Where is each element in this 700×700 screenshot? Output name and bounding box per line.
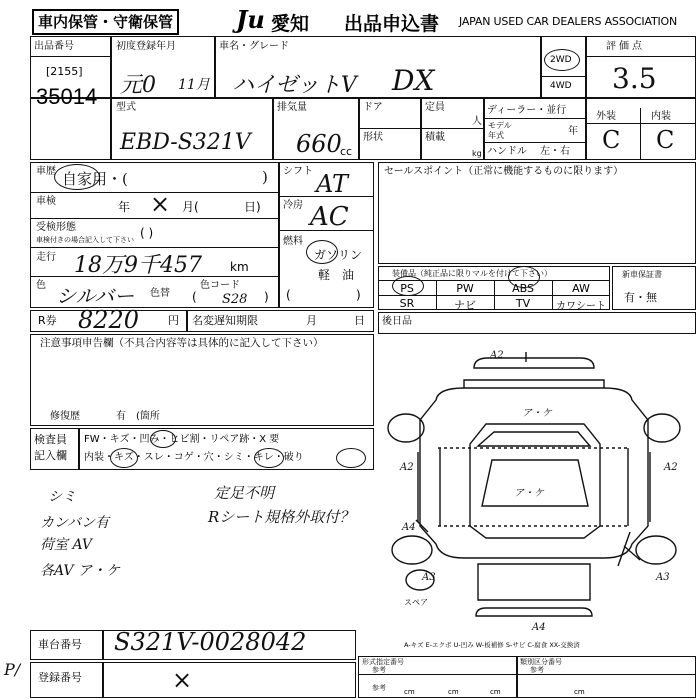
interior-circle-3 bbox=[336, 448, 366, 468]
association-name: JAPAN USED CAR DEALERS ASSOCIATION bbox=[459, 15, 677, 28]
dim-unit-3: cm bbox=[490, 688, 501, 696]
registration-year: 元0 bbox=[120, 73, 156, 98]
class-label: 類別区分番号 bbox=[520, 658, 562, 666]
name-change-day: 日 bbox=[354, 314, 365, 327]
note-cargo: 荷室 AV bbox=[40, 537, 92, 553]
shape-label: 形状 bbox=[363, 132, 383, 143]
equip-leather-seat: カワシート bbox=[556, 301, 606, 312]
fuel-close: ) bbox=[356, 288, 361, 302]
ju-logo: Ju bbox=[236, 5, 265, 34]
door-label: ドア bbox=[363, 102, 383, 113]
exterior-grade: C bbox=[602, 126, 621, 154]
exterior-check-line: FW・キズ・凹み・ヒビ割・リペア跡・X 要 bbox=[84, 434, 280, 445]
fuel-gasoline: ガソリン bbox=[314, 248, 363, 262]
model-year-label: モデル bbox=[488, 121, 512, 130]
handle-options: 左・右 bbox=[540, 146, 570, 157]
equip-navi: ナビ bbox=[454, 299, 476, 312]
first-registration-label: 初度登録年月 bbox=[116, 41, 176, 52]
corner-mark: P/ bbox=[4, 660, 21, 679]
history-circle bbox=[54, 164, 100, 190]
mileage-unit: km bbox=[230, 260, 249, 274]
spare-label: スペア bbox=[404, 598, 428, 607]
warranty-label: 新車保証書 bbox=[622, 270, 662, 279]
interior-check-line: 内装・キズ・スレ・コゲ・穴・シミ・キレ・破り bbox=[84, 452, 304, 463]
exterior-circle bbox=[150, 430, 176, 448]
model-code-label: 型式 bbox=[116, 102, 136, 113]
name-change-month: 月 bbox=[306, 314, 317, 327]
recycle-label: R券 bbox=[38, 314, 57, 327]
dealer-label: ディーラー・並行 bbox=[487, 105, 567, 116]
capacity-label: 定員 bbox=[425, 102, 445, 113]
dim-unit-1: cm bbox=[404, 688, 415, 696]
shift-value: AT bbox=[316, 170, 349, 198]
shift-label: シフト bbox=[283, 166, 313, 177]
type-approval-ref: 参考 bbox=[372, 666, 386, 674]
displacement-unit: cc bbox=[340, 145, 353, 158]
mark-a2-top: A2 bbox=[490, 350, 504, 361]
fuel-circle bbox=[306, 240, 338, 264]
color-change-label: 色替 bbox=[150, 288, 170, 299]
recycle-value: 8220 bbox=[78, 306, 140, 334]
score-value: 3.5 bbox=[612, 62, 657, 95]
recycle-unit: 円 bbox=[168, 314, 179, 327]
form-title: 出品申込書 bbox=[344, 13, 440, 35]
plate-label: 登録番号 bbox=[38, 671, 82, 684]
ac-label: 冷房 bbox=[283, 200, 303, 211]
inspection-type-paren: ( ) bbox=[140, 226, 154, 240]
history-label: 車歴 bbox=[36, 166, 56, 177]
load-label: 積載 bbox=[425, 132, 445, 143]
sales-point-box bbox=[378, 162, 696, 264]
repair-place: (箇所 bbox=[136, 411, 160, 422]
note-stain: シミ bbox=[48, 489, 76, 505]
equip-ps: PS bbox=[400, 282, 414, 295]
inspection-year-unit: 年 bbox=[118, 200, 131, 214]
equip-sr: SR bbox=[399, 297, 415, 310]
equip-ps-circle bbox=[392, 276, 424, 296]
color-code-open: ( bbox=[192, 290, 197, 304]
inspection-type-label: 受検形態 bbox=[36, 222, 76, 233]
displacement-label: 排気量 bbox=[277, 102, 307, 113]
dim-unit-2: cm bbox=[448, 688, 459, 696]
note-rseat: Rシート規格外取付？ bbox=[208, 508, 355, 526]
inspection-label: 車検 bbox=[36, 196, 56, 207]
equip-abs-circle bbox=[508, 266, 540, 288]
lot-number-label: 出品番号 bbox=[34, 41, 74, 52]
mark-a3-left: A3 bbox=[422, 572, 436, 583]
equip-pw: PW bbox=[456, 282, 474, 295]
chassis-number: S321V-0028042 bbox=[114, 628, 307, 656]
model-year-label-2: 年式 bbox=[488, 131, 504, 140]
fuel-diesel: 軽 油 bbox=[318, 268, 355, 282]
displacement: 660 bbox=[296, 130, 342, 158]
storage-badge: 車内保管・守衛保管 bbox=[32, 9, 179, 35]
org-name: 愛知 bbox=[271, 13, 310, 35]
model-code: EBD-S321V bbox=[120, 130, 251, 155]
fuel-open: ( bbox=[286, 288, 291, 302]
inspection-month-unit: 月( bbox=[182, 200, 199, 214]
color-value: シルバー bbox=[56, 284, 135, 308]
inspector-label-2: 記入欄 bbox=[34, 449, 67, 462]
note-signboard: カンバン有 bbox=[40, 515, 110, 531]
interior-circle-2 bbox=[254, 448, 284, 468]
damage-legend: A-キズ E-エクボ U-凹み W-板補修 S-サビ C-腐食 XX-交換済 bbox=[404, 641, 580, 649]
color-code-label: 色コード bbox=[200, 280, 240, 291]
mileage-value: 18万9千457 bbox=[74, 253, 202, 278]
ac-value: AC bbox=[310, 202, 349, 232]
inspection-type-note: 車検付きの場合記入して下さい bbox=[36, 236, 134, 244]
drive-4wd: 4WD bbox=[550, 81, 572, 91]
history-value: 自家用・( bbox=[62, 170, 128, 188]
mark-a2-right: A2 bbox=[664, 462, 678, 473]
fuel-label: 燃料 bbox=[283, 236, 303, 247]
mark-a3-right: A3 bbox=[656, 572, 670, 583]
equip-aw: AW bbox=[572, 282, 590, 295]
mark-a4-bottom: A4 bbox=[532, 622, 546, 633]
mark-a2-left: A2 bbox=[400, 462, 414, 473]
handle-label: ハンドル bbox=[487, 146, 527, 157]
history-close: ) bbox=[262, 168, 268, 186]
equip-abs: ABS bbox=[512, 282, 534, 295]
inspection-mark: × bbox=[150, 190, 171, 218]
interior-label: 内装 bbox=[651, 111, 671, 122]
class-ref: 参考 bbox=[530, 666, 544, 674]
equipment-label: 装備品（純正品に限りマルを付けて下さい） bbox=[392, 269, 552, 278]
year-unit: 年 bbox=[568, 126, 578, 137]
after-items-box bbox=[378, 312, 696, 334]
exterior-label: 外装 bbox=[596, 111, 616, 122]
interior-circle-1 bbox=[110, 448, 138, 468]
notice-title: 注意事項申告欄（不具合内容等は具体的に記入して下さい） bbox=[40, 337, 324, 349]
drive-2wd: 2WD bbox=[550, 55, 572, 65]
car-name-label: 車名・グレード bbox=[219, 41, 289, 52]
plate-value: × bbox=[172, 666, 193, 694]
inspector-label: 検査員 bbox=[34, 433, 67, 446]
score-label: 評価点 bbox=[606, 41, 645, 52]
type-approval-label: 形式指定番号 bbox=[362, 658, 404, 666]
color-label: 色 bbox=[36, 280, 46, 291]
warranty-value: 有・無 bbox=[624, 291, 657, 304]
name-change-label: 名変遅知期限 bbox=[192, 314, 258, 327]
mileage-label: 走行 bbox=[36, 252, 56, 263]
equip-tv: TV bbox=[515, 297, 531, 310]
inspection-day-unit: 日) bbox=[244, 200, 261, 214]
note-capacity: 定足不明 bbox=[214, 484, 275, 502]
after-items-label: 後日品 bbox=[382, 316, 412, 327]
sales-point-title: セールスポイント（正常に機能するものに限ります） bbox=[384, 166, 624, 177]
note-each: 各AV ア・ケ bbox=[40, 563, 120, 579]
registration-month: 11月 bbox=[178, 77, 210, 93]
dim-unit-4: cm bbox=[574, 688, 585, 696]
lot-number: 35014 bbox=[36, 84, 98, 109]
load-unit: kg bbox=[472, 149, 482, 158]
repair-history-label: 修復歴 bbox=[50, 411, 80, 422]
interior-grade: C bbox=[656, 126, 675, 154]
roof-note: ア・ケ bbox=[522, 408, 552, 419]
repair-has: 有 bbox=[116, 411, 126, 422]
capacity-unit: 人 bbox=[472, 116, 482, 127]
car-name: ハイゼットV bbox=[232, 73, 357, 98]
color-code-value: S28 bbox=[222, 292, 248, 307]
color-code-close: ) bbox=[264, 290, 269, 304]
body-note: ア・ケ bbox=[514, 488, 544, 499]
mark-a4-left: A4 bbox=[402, 522, 416, 533]
car-grade: DX bbox=[392, 64, 435, 97]
chassis-label: 車台番号 bbox=[38, 638, 82, 651]
dimension-ref: 参考 bbox=[372, 684, 386, 692]
drive-2wd-circle bbox=[544, 49, 580, 71]
lot-sub-number: [2155] bbox=[46, 65, 83, 78]
